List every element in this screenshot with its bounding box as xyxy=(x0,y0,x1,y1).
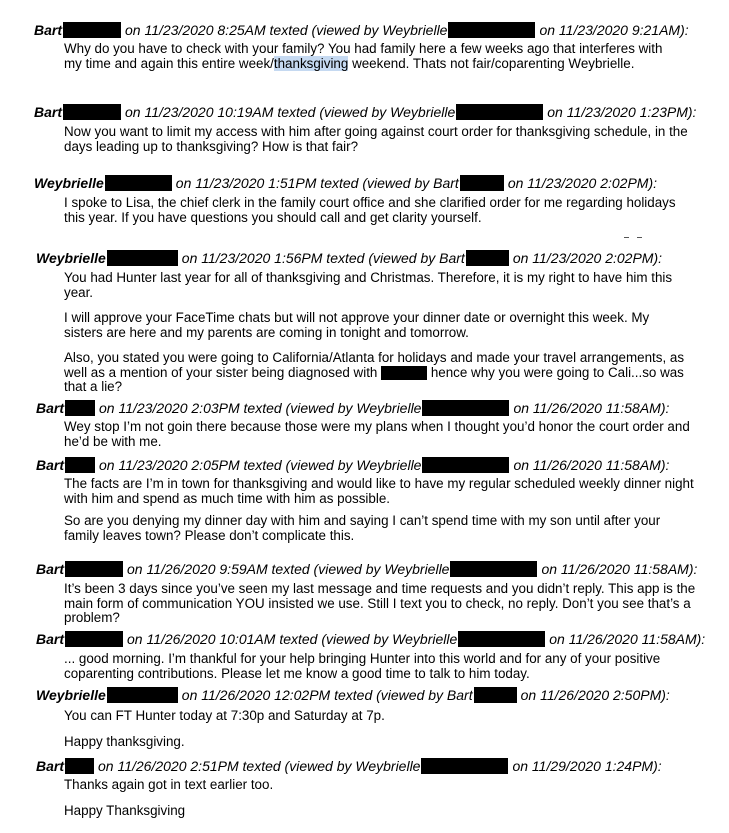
sent-info: on 11/23/2020 8:25AM texted (viewed by Weybrielle xyxy=(125,22,448,38)
message-text: ... good morning. I’m thankful for your help bringing Hunter into this world and for any of your positive coparenting contributions. Please let me know a good time to talk to him today. xyxy=(64,651,661,681)
viewed-info: on 11/29/2020 1:24PM): xyxy=(512,758,662,774)
message-text-part: Also, you stated you were going to California/Atlanta for holidays and made your travel arrangements, as well as a mention of your sister being diagnosed with xyxy=(64,350,685,380)
sent-info: on 11/23/2020 2:05PM texted (viewed by Weybrielle xyxy=(99,457,422,473)
sender-name: Bart xyxy=(36,457,65,473)
redaction-bar xyxy=(107,687,178,703)
message-header xyxy=(36,457,669,473)
sender-name: Bart xyxy=(36,561,65,577)
message-text xyxy=(64,42,676,71)
sent-info: on 11/26/2020 12:02PM texted (viewed by Bart xyxy=(181,687,473,703)
redaction-bar xyxy=(63,104,121,120)
message-text-part: hence why you were going to Cali...so was that a lie? xyxy=(64,364,684,395)
message-header xyxy=(34,22,689,38)
redaction-bar xyxy=(107,250,178,266)
sent-info: on 11/26/2020 9:59AM texted (viewed by Weybrielle xyxy=(127,561,450,577)
redaction-bar xyxy=(65,400,95,416)
sent-info: on 11/23/2020 2:03PM texted (viewed by Weybrielle xyxy=(99,400,422,416)
message-text: It’s been 3 days since you’ve seen my last message and time requests and you didn’t reply. This app is the main form of communication YOU insisted we use. Still I text you to check, no reply. Don’t you see that’s a problem? xyxy=(64,581,696,626)
message-text xyxy=(64,351,696,395)
redaction-bar xyxy=(460,175,504,191)
viewed-info: on 11/23/2020 2:02PM): xyxy=(512,250,662,266)
viewed-info: on 11/23/2020 1:23PM): xyxy=(547,104,697,120)
message-header xyxy=(36,687,670,703)
message-text: Wey stop I’m not goin there because those were my plans when I thought you’d honor the court order and he’d be with me. xyxy=(64,419,690,449)
stray-mark xyxy=(624,237,629,238)
stray-mark xyxy=(637,237,642,238)
highlighted-word: thanksgiving xyxy=(273,55,349,71)
redaction-bar xyxy=(65,631,123,647)
redaction-bar xyxy=(458,631,545,647)
message-header xyxy=(36,400,669,416)
message-header xyxy=(34,104,696,120)
sent-info: on 11/23/2020 1:51PM texted (viewed by Bart xyxy=(175,175,459,191)
redaction-bar xyxy=(65,561,123,577)
sender-name: Bart xyxy=(34,104,63,120)
redaction-bar xyxy=(65,758,94,774)
viewed-info: on 11/26/2020 11:58AM): xyxy=(541,561,698,577)
message-header xyxy=(36,631,705,647)
redaction-bar xyxy=(105,175,172,191)
message-text: You can FT Hunter today at 7:30p and Saturday at 7p. xyxy=(64,708,385,723)
message-header xyxy=(36,758,662,774)
redaction-bar xyxy=(421,758,508,774)
sender-name: Bart xyxy=(36,758,65,774)
redaction-bar xyxy=(422,400,509,416)
message-text: I spoke to Lisa, the chief clerk in the family court office and she clarified order for me regarding holidays this year. If you have questions you should call and get clarity yourself. xyxy=(64,195,676,225)
message-text: Thanks again got in text earlier too. xyxy=(64,777,274,792)
redaction-bar xyxy=(65,457,95,473)
message-text-part: Why do you have to check with your family? You had family here a few weeks ago that interferes with my time and again this entire week/ xyxy=(64,41,663,71)
redaction-bar xyxy=(381,366,427,380)
sent-info: on 11/26/2020 10:01AM texted (viewed by Weybrielle xyxy=(127,631,458,647)
sender-name: Bart xyxy=(34,22,63,38)
viewed-info: on 11/26/2020 11:58AM): xyxy=(513,457,670,473)
sent-info: on 11/23/2020 10:19AM texted (viewed by Weybrielle xyxy=(125,104,456,120)
redaction-bar xyxy=(63,22,121,38)
viewed-info: on 11/23/2020 2:02PM): xyxy=(507,175,657,191)
message-text: The facts are I’m in town for thanksgiving and would like to have my regular scheduled weekly dinner night with him and spend as much time with him as possible. xyxy=(64,476,694,506)
sender-name: Bart xyxy=(36,631,65,647)
message-header xyxy=(34,175,657,191)
sent-info: on 11/23/2020 1:56PM texted (viewed by Bart xyxy=(181,250,465,266)
viewed-info: on 11/23/2020 9:21AM): xyxy=(539,22,689,38)
message-header xyxy=(36,250,662,266)
message-text: So are you denying my dinner day with him and saying I can’t spend time with my son until after your family leaves town? Please don’t complicate this. xyxy=(64,513,661,543)
message-text: I will approve your FaceTime chats but will not approve your dinner date or overnight this week. My sisters are here and my parents are coming in tonight and tomorrow. xyxy=(64,310,650,340)
message-text-part: weekend. Thats not fair/coparenting Weybrielle. xyxy=(348,55,635,71)
redaction-bar xyxy=(456,104,543,120)
message-text: You had Hunter last year for all of thanksgiving and Christmas. Therefore, it is my right to have him this year. xyxy=(64,270,673,300)
message-header xyxy=(36,561,697,577)
message-text: Now you want to limit my access with him after going against court order for thanksgiving schedule, in the days leading up to thanksgiving? How is that fair? xyxy=(64,124,688,154)
sender-name: Bart xyxy=(36,400,65,416)
sender-name: Weybrielle xyxy=(36,250,106,266)
sender-name: Weybrielle xyxy=(34,175,104,191)
viewed-info: on 11/26/2020 11:58AM): xyxy=(549,631,706,647)
redaction-bar xyxy=(466,250,509,266)
redaction-bar xyxy=(474,687,517,703)
viewed-info: on 11/26/2020 2:50PM): xyxy=(520,687,670,703)
message-text: Happy thanksgiving. xyxy=(64,734,185,749)
redaction-bar xyxy=(450,561,537,577)
redaction-bar xyxy=(422,457,509,473)
sent-info: on 11/26/2020 2:51PM texted (viewed by Weybrielle xyxy=(98,758,421,774)
message-text: Happy Thanksgiving xyxy=(64,803,186,818)
viewed-info: on 11/26/2020 11:58AM): xyxy=(513,400,670,416)
sender-name: Weybrielle xyxy=(36,687,106,703)
redaction-bar xyxy=(448,22,535,38)
